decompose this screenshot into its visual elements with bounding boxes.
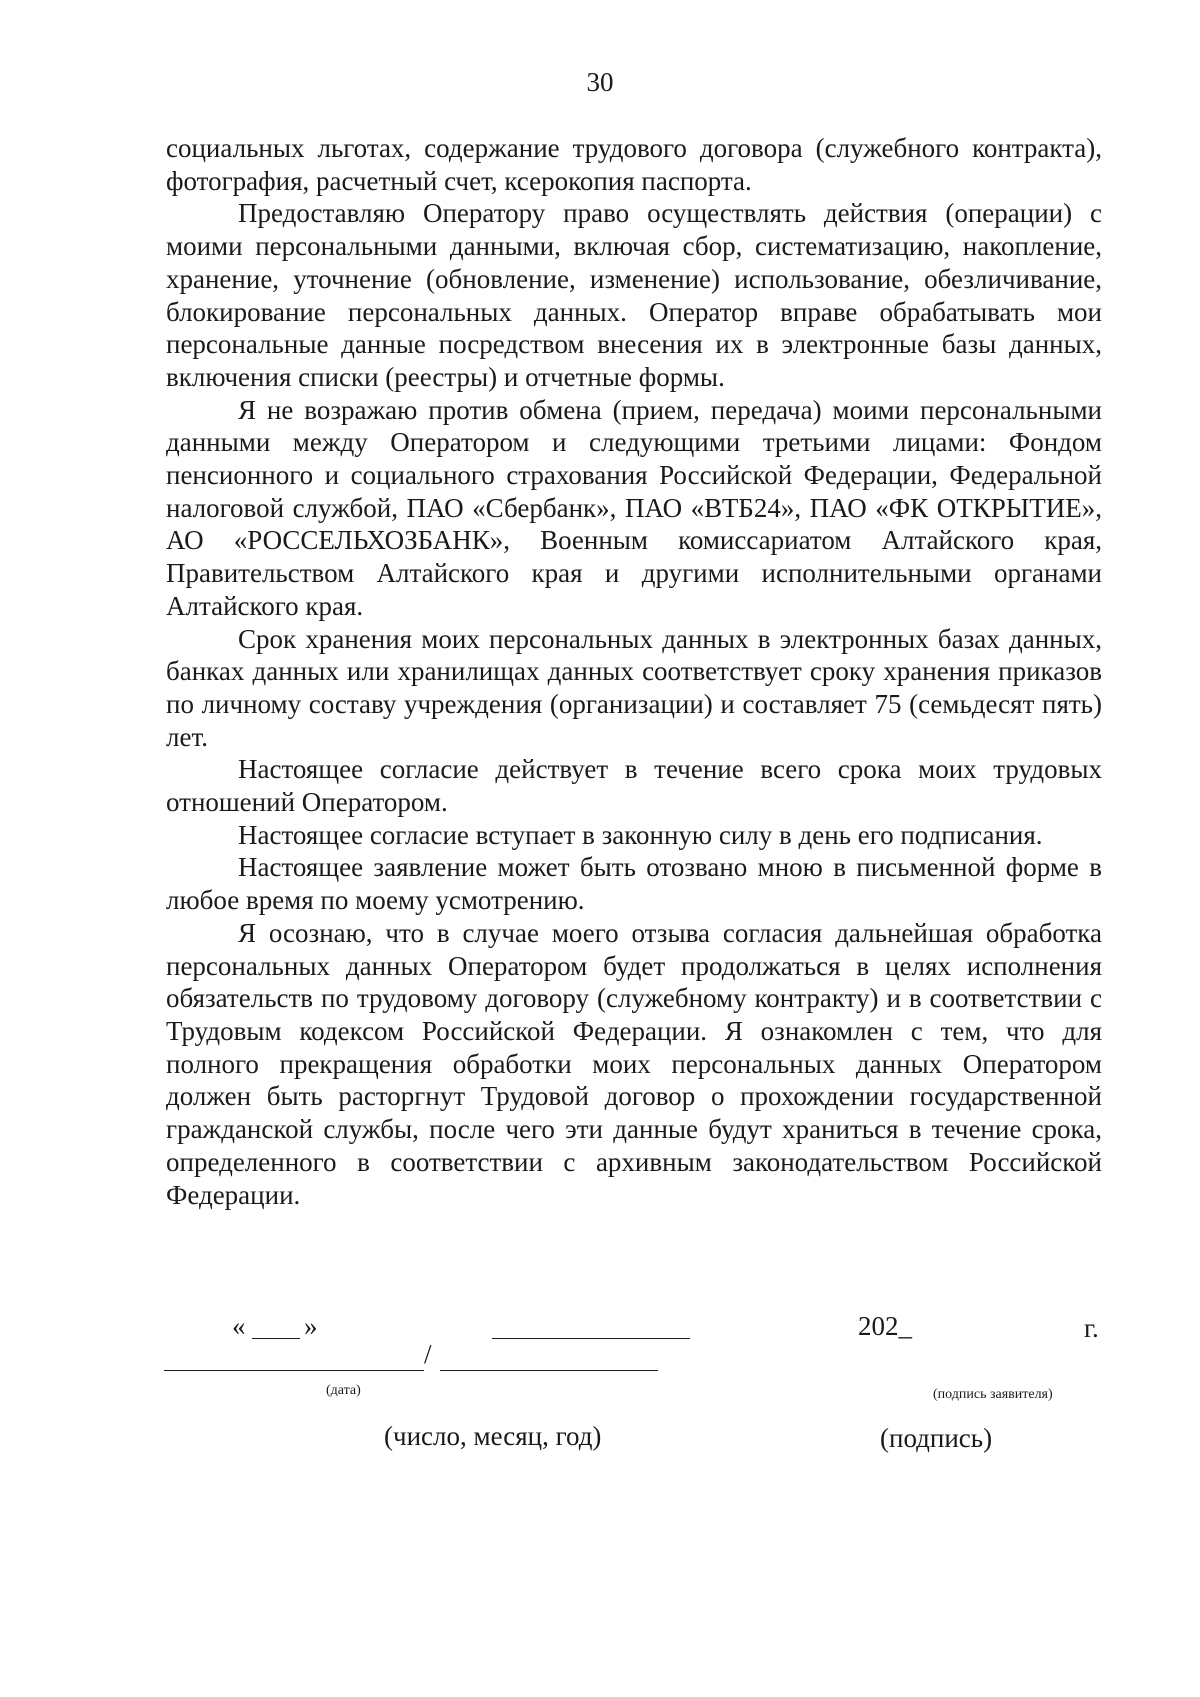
paragraph-retention: Срок хранения моих персональных данных в электронных базах данных, банках данных или хранилищах данных соответствует сроку хранения приказов по личному составу учреждения (организации) и составляет 75 (семьдесят пять) лет.: [166, 623, 1102, 752]
caption-signature: (подпись): [880, 1423, 993, 1453]
small-label-applicant-signature: (подпись заявителя): [933, 1387, 1053, 1402]
date-quote-open: «: [232, 1311, 246, 1341]
paragraph-acknowledgement: Я осознаю, что в случае моего отзыва согласия дальнейшая обработка персональных данных Оператором будет продолжаться в целях исполнения обязательств по трудовому договору (служебному контракту) и в соответствии с Трудовым кодексом Российской Федерации. Я ознакомлен с тем, что для полного прекращения обработки моих персональных данных Оператором должен быть расторгнут Трудовой договор о прохождении государственной гражданской службы, после чего эти данные будут храниться в течение срока, определенного в соответствии с архивным законодательством Российской Федерации.: [166, 917, 1102, 1210]
paragraph-continuation: социальных льготах, содержание трудового договора (служебного контракта), фотография, расчетный счет, ксерокопия паспорта.: [166, 133, 1102, 196]
small-label-date: (дата): [326, 1383, 361, 1398]
paragraph-operations: Предоставляю Оператору право осуществлять действия (операции) с моими персональными данными, включая сбор, систематизацию, накопление, хранение, уточнение (обновление, изменение) использование, обезличивание, блокирование персональных данных. Оператор вправе обрабатывать мои персональные данные посредством внесения их в электронные базы данных, включения списки (реестры) и отчетные формы.: [166, 198, 1102, 392]
caption-date: (число, месяц, год): [384, 1421, 602, 1451]
paragraph-validity: Настоящее согласие действует в течение всего срока моих трудовых отношений Оператором.: [166, 754, 1102, 818]
year-prefix: 202_: [858, 1311, 912, 1341]
signature-slash: /: [424, 1339, 432, 1369]
applicant-signature-line[interactable]: [440, 1370, 658, 1371]
paragraph-third-parties: Я не возражаю против обмена (прием, передача) моими персональными данными между Оператором и следующими третьими лицами: Фондом пенсионного и социального страхования Российской Федерации, Федеральной налоговой службой, ПАО «Сбербанк», ПАО «ВТБ24», ПАО «ФК ОТКРЫТИЕ», АО «РОССЕЛЬХОЗБАНК», Военным комиссариатом Алтайского края, Правительством Алтайского края и другими исполнительными органами Алтайского края.: [166, 394, 1102, 621]
date-signature-line[interactable]: [164, 1370, 424, 1371]
month-blank-line[interactable]: [492, 1338, 690, 1339]
date-quote-close: »: [304, 1311, 318, 1341]
year-suffix: г.: [1084, 1313, 1099, 1343]
paragraph-revocation: Настоящее заявление может быть отозвано мною в письменной форме в любое время по моему усмотрению.: [166, 852, 1102, 916]
paragraph-effective: Настоящее согласие вступает в законную силу в день его подписания.: [238, 819, 1043, 850]
page-number: 30: [586, 67, 614, 97]
day-blank-line[interactable]: [252, 1338, 300, 1339]
consent-body: [166, 132, 1102, 1211]
